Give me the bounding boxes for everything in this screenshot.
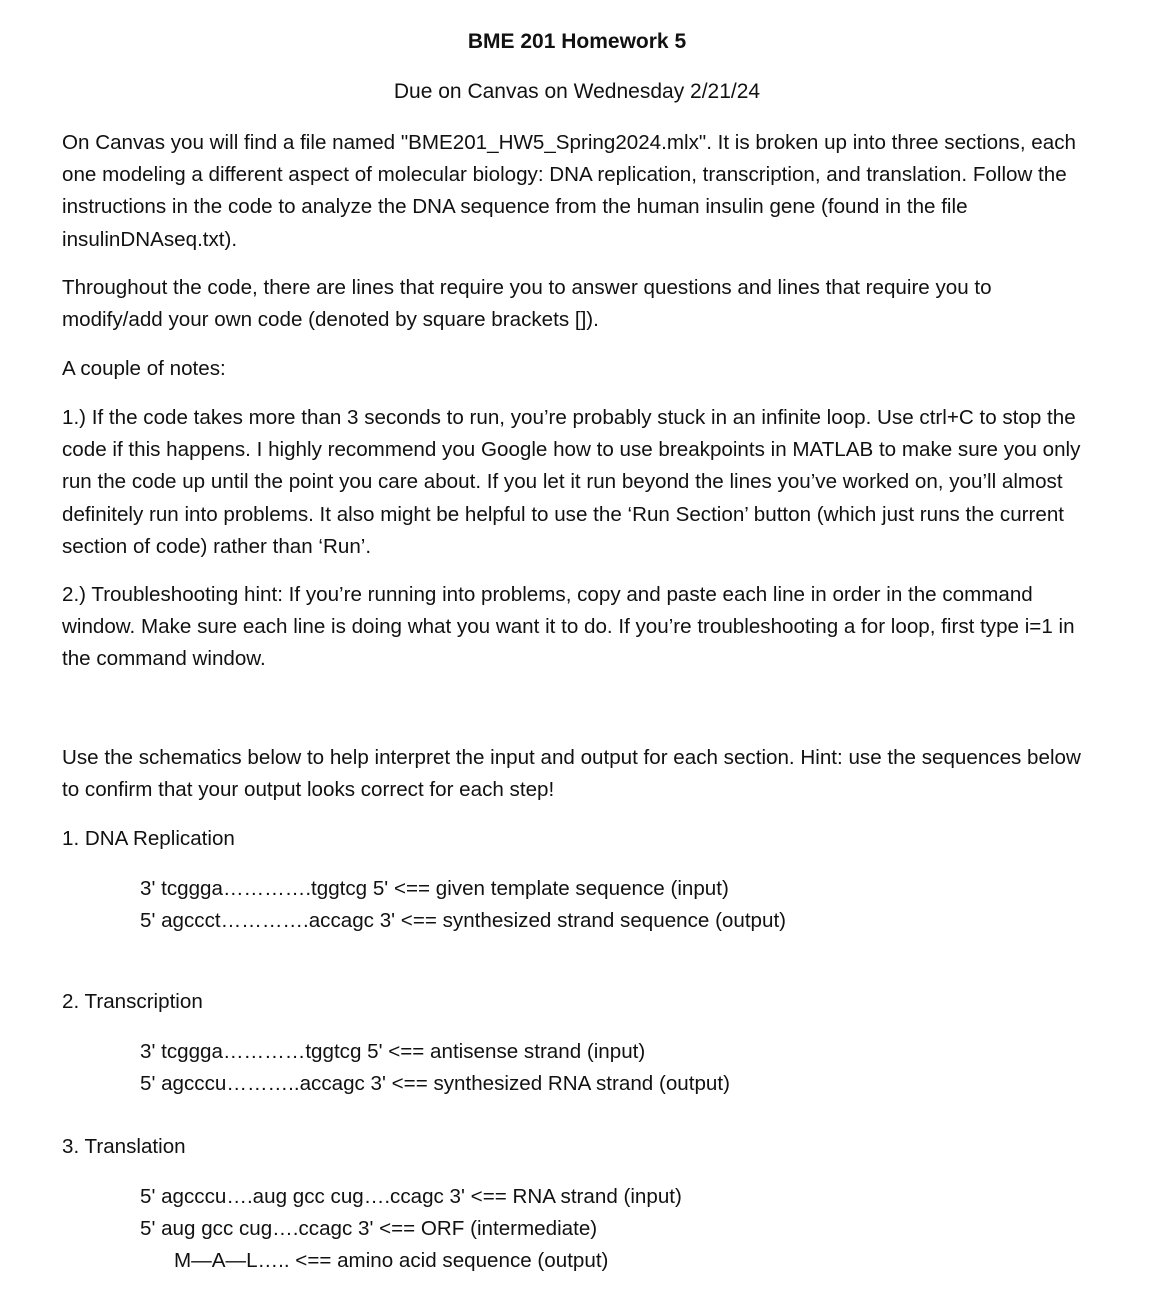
transcription-output-line: 5' agcccu………..accagc 3' <== synthesized RNA strand (output) <box>140 1072 730 1095</box>
section-heading-transcription: 2. Transcription <box>62 990 203 1013</box>
schematics-intro: Use the schematics below to help interpret the input and output for each section. Hint: use the sequences below to confirm that your output looks correct for each step! <box>62 746 1081 802</box>
transcription-input-line: 3' tcggga…………tggtcg 5' <== antisense strand (input) <box>140 1040 646 1063</box>
throughout-paragraph: Throughout the code, there are lines that require you to answer questions and lines that require you to modify/add your own code (denoted by square brackets []). <box>62 276 992 332</box>
intro-paragraph: On Canvas you will find a file named "BME201_HW5_Spring2024.mlx". It is broken up into three sections, each one modeling a different aspect of molecular biology: DNA replication, transcription, and translation. Follow the instructions in the code to analyze the DNA sequence from the human insulin gene (found in the file insulinDNAseq.txt). <box>62 131 1076 251</box>
translation-orf-line: 5' aug gcc cug….ccagc 3' <== ORF (intermediate) <box>140 1217 598 1240</box>
replication-output-line: 5' agccct………….accagc 3' <== synthesized strand sequence (output) <box>140 909 787 932</box>
due-date: Due on Canvas on Wednesday 2/21/24 <box>393 80 761 103</box>
note-1: 1.) If the code takes more than 3 seconds to run, you’re probably stuck in an infinite loop. Use ctrl+C to stop the code if this happens. I highly recommend you Google how to use breakpoints in MATLAB to make sure you only run the code up until the point you care about. If you let it run beyond the lines you’ve worked on, you’ll almost definitely run into problems. It also might be helpful to use the ‘Run Section’ button (which just runs the current section of code) rather than ‘Run’. <box>62 406 1081 558</box>
translation-output-line: M—A—L….. <== amino acid sequence (output) <box>174 1249 609 1272</box>
note-2: 2.) Troubleshooting hint: If you’re running into problems, copy and paste each line in order in the command window. Make sure each line is doing what you want it to do. If you’re troubleshooting a for loop, first type i=1 in the command window. <box>62 583 1075 671</box>
document-title: BME 201 Homework 5 <box>467 30 687 53</box>
translation-input-line: 5' agcccu….aug gcc cug….ccagc 3' <== RNA strand (input) <box>140 1185 682 1208</box>
section-heading-translation: 3. Translation <box>62 1135 186 1158</box>
replication-template-line: 3' tcggga………….tggtcg 5' <== given template sequence (input) <box>140 877 729 900</box>
section-heading-replication: 1. DNA Replication <box>62 827 235 850</box>
notes-heading: A couple of notes: <box>62 357 226 380</box>
